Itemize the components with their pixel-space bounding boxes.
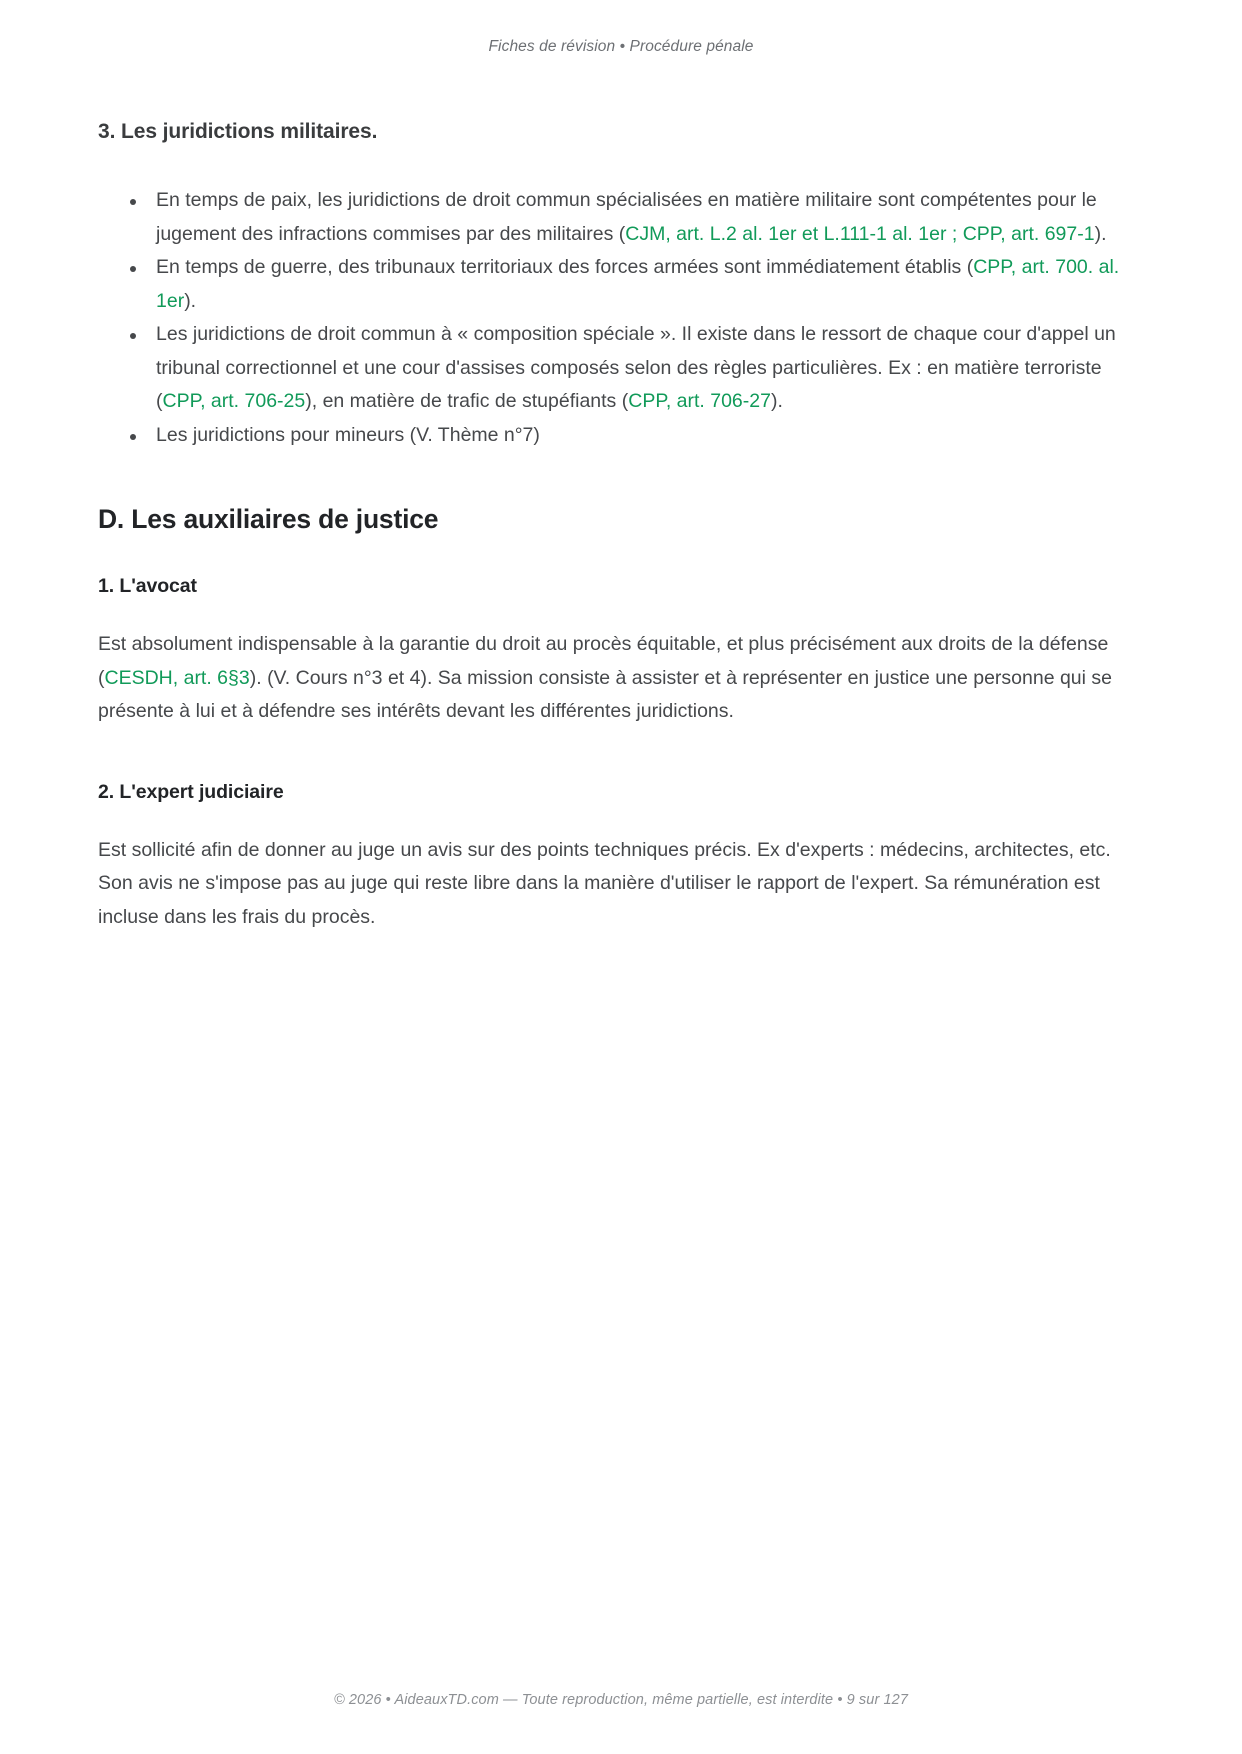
heading-juridictions-militaires: 3. Les juridictions militaires. [98,120,378,143]
text-run: En temps de paix, les juridictions de droit commun spécialisées en matière militaire sont compétentes pour le jugement des infractions commises par des militaires ( [156,189,1097,245]
legal-citation: CPP, art. 706-27 [628,390,771,412]
legal-citation: CPP, art. 706-25 [162,390,306,412]
heading-avocat: 1. L'avocat [98,575,197,597]
text-run: Est absolument indispensable à la garantie du droit au procès équitable, et plus précisément aux droits de la défense ( [98,633,1109,689]
text-run: Les juridictions pour mineurs (V. Thème n°7) [156,423,540,446]
spacer [98,598,1144,628]
running-header: Fiches de révision • Procédure pénale [488,38,754,55]
spacer [98,452,1144,504]
legal-citation: CPP, art. 700. al. 1er [156,256,1120,312]
list-item [98,251,1144,318]
text-run: ). [770,390,783,412]
heading-auxiliaires-de-justice: D. Les auxiliaires de justice [98,504,439,534]
spacer [98,729,1144,781]
spacer [98,144,1144,184]
text-run: ). [1094,222,1107,245]
spacer [98,804,1144,834]
list-item [98,318,1144,419]
page-content [98,120,1144,934]
bullet-list-juridictions-militaires [98,184,1144,452]
list-item [98,419,1144,453]
legal-citation: CJM, art. L.2 al. 1er et L.111-1 al. 1er ; CPP, art. 697-1 [625,222,1095,245]
text-run: En temps de guerre, des tribunaux territoriaux des forces armées sont immédiatement établis ( [156,256,974,278]
text-run: Les juridictions de droit commun à « composition spéciale ». Il existe dans le ressort de chaque cour d'appel un tribunal correctionnel et une cour d'assises composés selon des règles particulières. Ex : en matière terroriste ( [156,323,1116,412]
legal-citation: CESDH, art. 6§3 [104,666,250,689]
paragraph-expert-judiciaire [98,834,1144,935]
paragraph-avocat [98,628,1144,729]
text-run: ). [184,289,197,312]
text-run: ), en matière de trafic de stupéfiants ( [305,390,629,412]
running-footer: © 2026 • AideauxTD.com — Toute reproduction, même partielle, est interdite • 9 sur 127 [333,1692,908,1708]
text-run: Est sollicité afin de donner au juge un avis sur des points techniques précis. Ex d'experts : médecins, architectes, etc. Son avis ne s'impose pas au juge qui reste libre dans la manière d'utiliser le rapport de l'expert. Sa rémunération est incluse dans les frais du procès. [98,838,1111,928]
list-item [98,184,1144,251]
spacer [98,535,1144,575]
heading-expert-judiciaire: 2. L'expert judiciaire [98,780,284,803]
text-run: ). (V. Cours n°3 et 4). Sa mission consiste à assister et à représenter en justice une personne qui se présente à lui et à défendre ses intérêts devant les différentes juridictions. [98,666,1112,722]
